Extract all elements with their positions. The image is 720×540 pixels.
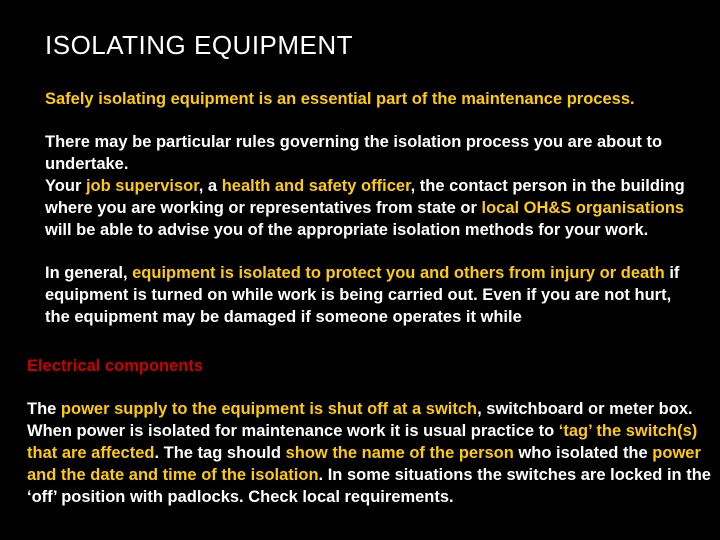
- section-heading-electrical: Electrical components: [27, 357, 204, 375]
- text-run: , a: [198, 177, 222, 195]
- text-run: who isolated the: [513, 444, 653, 462]
- highlight-power-supply: power supply to the equipment is shut off at a switch: [60, 400, 478, 418]
- text-run: will be able to advise you of the appropriate isolation methods for your work.: [45, 221, 649, 239]
- spacer: [27, 377, 717, 398]
- highlight-tag-switch: ‘tag’ the switch(s) that are affected: [27, 422, 698, 462]
- text-run: . The tag should: [154, 444, 286, 462]
- intro-text: Safely isolating equipment is an essential part of the maintenance process.: [45, 90, 635, 108]
- spacer: [45, 110, 685, 131]
- text-run: if equipment is turned on while work is being carried out. Even if you are not hurt, the equipment may be damaged if someone operates it while: [45, 264, 680, 326]
- text-run: The: [27, 400, 61, 418]
- highlight-date-time: power and the date and time of the isolation: [27, 444, 701, 484]
- rules-paragraph-line1: There may be particular rules governing the isolation process you are about to undertake.: [45, 133, 663, 173]
- text-run: When power is isolated for maintenance work it is usual practice to: [27, 422, 559, 440]
- text-run: Your: [45, 177, 86, 195]
- lower-text-block: [27, 355, 717, 540]
- advisors-paragraph: [45, 175, 685, 241]
- spacer: [45, 241, 685, 262]
- general-paragraph: [45, 262, 685, 328]
- text-run: In general,: [45, 264, 133, 282]
- highlight-protect-injury: equipment is isolated to protect you and others from injury or death: [132, 264, 665, 282]
- text-run: . In some situations the switches are locked in the ‘off’ position with padlocks. Check local requirements.: [27, 466, 711, 506]
- power-supply-paragraph: [27, 398, 717, 420]
- text-run: , switchboard or meter box.: [477, 400, 693, 418]
- upper-text-block: [45, 88, 685, 355]
- text-run: , the contact person in the building where you are working or representatives from state or: [45, 177, 685, 217]
- tagging-paragraph: [27, 420, 717, 508]
- highlight-name-of-person: show the name of the person: [285, 444, 514, 462]
- highlight-job-supervisor: job supervisor: [85, 177, 199, 195]
- slide-title: ISOLATING EQUIPMENT: [45, 30, 354, 60]
- highlight-health-safety-officer: health and safety officer: [221, 177, 411, 195]
- highlight-ohs-organisations: local OH&S organisations: [481, 199, 685, 217]
